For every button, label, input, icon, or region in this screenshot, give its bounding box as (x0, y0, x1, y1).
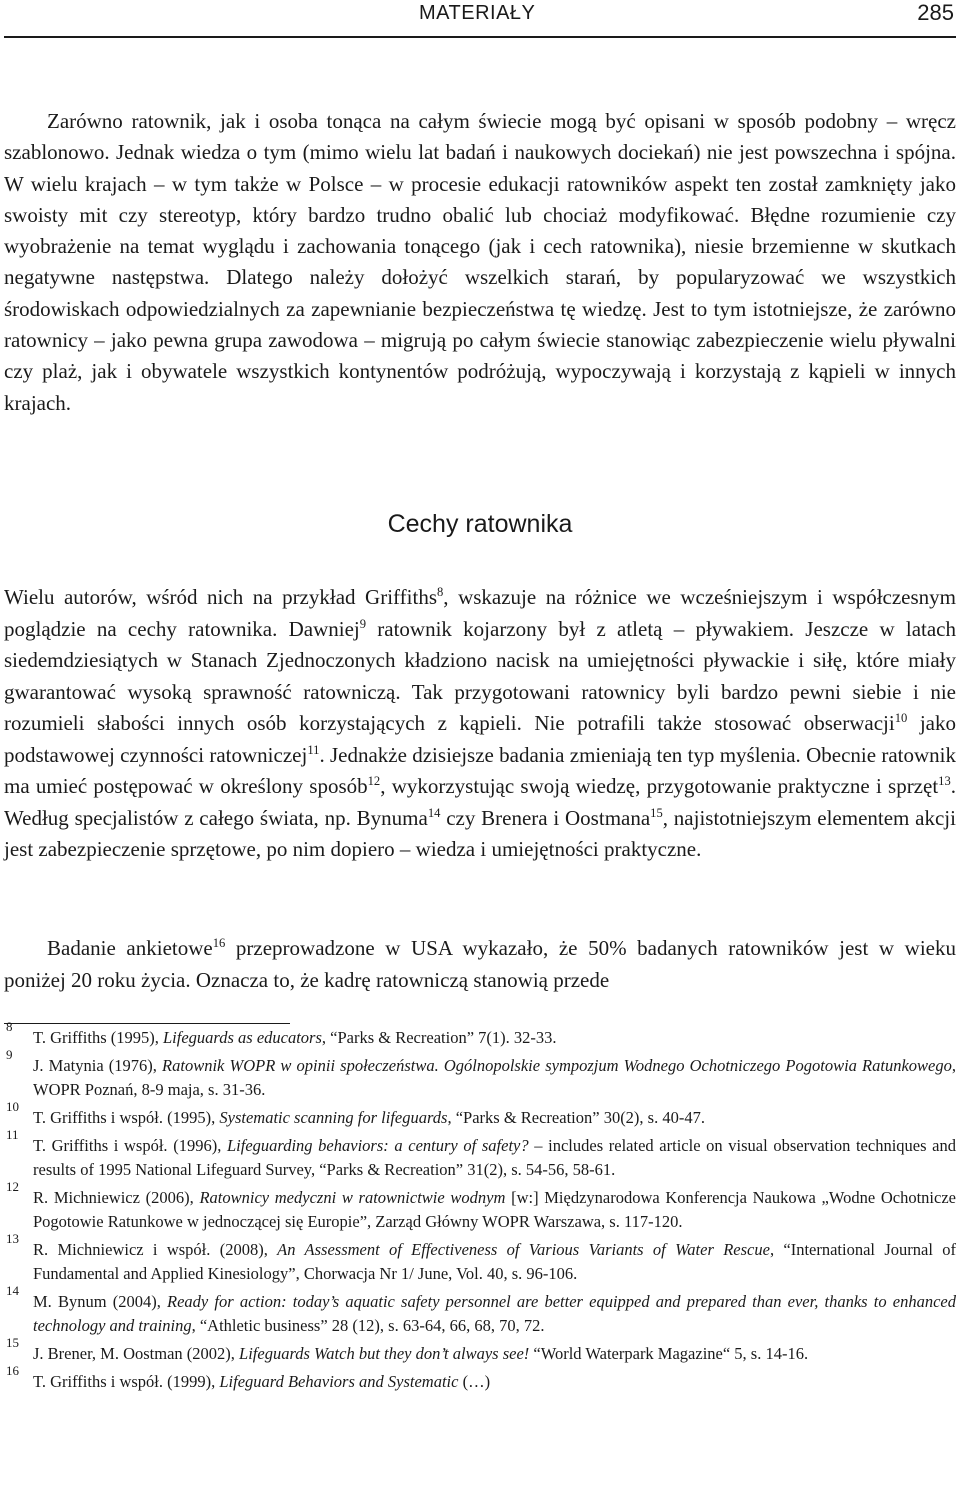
text-run: , “Athletic business” 28 (12), s. 63-64, 66, 68, 70, 72. (191, 1316, 545, 1335)
section-title: MATERIAŁY (419, 2, 536, 24)
text-run: czy Brenera i Oostmana (440, 805, 651, 830)
text-run: Badanie ankietowe (47, 936, 213, 960)
footnote-separator (4, 1023, 290, 1024)
footnote-number: 15 (6, 1335, 19, 1350)
footnote-number: 13 (6, 1231, 19, 1246)
footnote-number: 16 (6, 1363, 19, 1378)
text-run: J. Brener, M. Oostman (2002), (33, 1344, 240, 1363)
page-number: 285 (917, 0, 954, 25)
text-run: R. Michniewicz i współ. (2008), (33, 1240, 278, 1259)
footnote-reference[interactable]: 13 (938, 774, 951, 788)
footnote-reference[interactable]: 8 (437, 585, 444, 599)
text-run: , “Parks & Recreation” 7(1). 32-33. (321, 1028, 557, 1047)
italic-title: Lifeguards as educators (163, 1028, 322, 1047)
text-run: – includes related article on visual observation techniques and results of 1995 National Lifeguard Survey, “Parks & Recreation” 31(2), s. 54-56, 58-61. (33, 1136, 956, 1179)
footnote-number: 11 (6, 1127, 19, 1142)
footnote-reference[interactable]: 9 (359, 616, 367, 631)
text-run: , wskazuje na różnice we wcześniejszym i współczesnym poglądzie na cechy ratownika. Dawniej (4, 585, 956, 641)
text-run: T. Griffiths i współ. (1995), (33, 1108, 220, 1127)
footnote-reference[interactable]: 15 (650, 805, 663, 820)
section-heading: Cechy ratownika (387, 510, 573, 538)
footnote (4, 1019, 956, 1050)
text-run: T. Griffiths (1995), (33, 1028, 163, 1047)
footnote (4, 1127, 956, 1182)
footnote-number: 12 (6, 1179, 19, 1194)
italic-title: Lifeguards Watch but they don’t always see! (239, 1344, 530, 1363)
footnote-reference[interactable]: 14 (427, 805, 441, 820)
body-paragraph (4, 582, 956, 866)
text-run: Wielu autorów, wśród nich na przykład Griffiths (4, 585, 437, 609)
italic-title: Lifeguard Behaviors and Systematic (219, 1372, 459, 1391)
text-run: ratownik kojarzony był z atletą – pływakiem. Jeszcze w latach siedemdziesiątych w Stanach Zjednoczonych kładziono nacisk na umiejętności pływackie i siłę, które miały gwarantować wysoką sprawność ratowniczą. Tak przygotowani ratownicy byli bardzo pewni siebie i nie rozumieli słabości innych osób korzystających z kąpieli. Nie potrafili także stosować obserwacji (4, 616, 957, 735)
text-run: R. Michniewicz (2006), (33, 1188, 200, 1207)
footnote (4, 1231, 956, 1286)
footnote (4, 1179, 956, 1234)
footnote (4, 1335, 956, 1366)
text-run: jako podstawowej czynności ratowniczej (4, 711, 957, 767)
text-run: T. Griffiths i współ. (1996), (33, 1136, 227, 1155)
text-run: , “International Journal of Fundamental and Applied Kinesiology”, Chorwacja Nr 1/ June, Vol. 40, s. 96-106. (33, 1240, 956, 1283)
text-run: , wykorzystując swoją wiedzę, przygotowanie praktyczne i sprzęt (380, 774, 939, 798)
footnote (4, 1283, 956, 1338)
text-run: “World Waterpark Magazine“ 5, s. 14-16. (529, 1344, 809, 1363)
intro-paragraph: Zarówno ratownik, jak i osoba tonąca na całym świecie mogą być opisani w sposób podobny – wręcz szablonowo. Jednak wiedza o tym (mimo wielu lat badań i naukowych dociekań) nie jest powszechna i spójna. W wielu krajach – w tym także w Polsce – w procesie edukacji ratowników aspekt ten został zamknięty jako swoisty mit czy stereotyp, który bardzo trudno obalić lub chociaż modyfikować. Błędne rozumienie czy wyobrażenie na temat wyglądu i zachowania tonącego (jak i cech ratownika), niesie brzemienne w skutkach negatywne następstwa. Dlatego należy dołożyć wszelkich starań, by popularyzować we wszystkich środowiskach odpowiedzialnych za zapewnianie bezpieczeństwa tę wiedzę. Jest to tym istotniejsze, że zarówno ratownicy – jako pewna grupa zawodowa – migrują po całym świecie stanowiąc zabezpieczenie wielu pływalni czy plaż, jak i obywatele wszystkich kontynentów podróżują, wypoczywają i korzystają z kąpieli w innych krajach. (4, 109, 956, 415)
text-run: przeprowadzone w USA wykazało, że 50% badanych ratowników jest w wieku poniżej 20 roku życia. Oznacza to, że kadrę ratowniczą stanowią przede (4, 936, 957, 992)
footnote-reference[interactable]: 10 (894, 711, 908, 725)
italic-title: Systematic scanning for lifeguards (219, 1108, 448, 1127)
footnote-number: 8 (6, 1019, 13, 1034)
text-run: [w:] Międzynarodowa Konferencja Naukowa „Wodne Ochotnicze Pogotowie Ratunkowe w jednoczącej się Europie”, Zarząd Główny WOPR Warszawa, s. 117-120. (33, 1188, 956, 1231)
footnote (4, 1047, 956, 1102)
italic-title: Ratownicy medyczni w ratownictwie wodnym (199, 1188, 506, 1207)
footnote-number: 10 (6, 1099, 19, 1114)
text-run: . Jednakże dzisiejsze badania zmieniają ten typ myślenia. Obecnie ratownik ma umieć postępować w określony sposób (4, 742, 956, 798)
text-run: , “Parks & Recreation” 30(2), s. 40-47. (447, 1108, 705, 1127)
running-header (4, 0, 956, 38)
footnote-number: 14 (6, 1283, 19, 1298)
italic-title: An Assessment of Effectiveness of Various Variants of Water Rescue (277, 1240, 770, 1259)
body-paragraph (4, 933, 956, 996)
italic-title: Ready for action: today’s aquatic safety personnel are better equipped and prepared than ever, thanks to enhanced technology and training (33, 1292, 956, 1335)
footnote-reference[interactable]: 12 (367, 774, 381, 788)
text-run: T. Griffiths i współ. (1999), (33, 1372, 220, 1391)
footnote-reference[interactable]: 16 (212, 936, 226, 950)
footnotes-list (4, 1019, 956, 1398)
italic-title: Lifeguarding behaviors: a century of safety? (226, 1136, 529, 1155)
italic-title: Ratownik WOPR w opinii społeczeństwa. Ogólnopolskie sympozjum Wodnego Ochotniczego Pogotowia Ratunkowego (162, 1056, 952, 1075)
footnote-number: 9 (6, 1047, 13, 1062)
text-run: , najistotniejszym elementem akcji jest zabezpieczenie sprzętowe, po nim dopiero – wiedza i umiejętności praktyczne. (4, 805, 956, 861)
text-run: , WOPR Poznań, 8-9 maja, s. 31-36. (33, 1056, 956, 1099)
footnote-reference[interactable]: 11 (307, 742, 320, 757)
text-run: (…) (458, 1372, 491, 1391)
footnote (4, 1363, 956, 1394)
text-run: M. Bynum (2004), (33, 1292, 168, 1311)
footnote (4, 1099, 956, 1130)
text-run: . Według specjalistów z całego świata, np. Bynuma (4, 774, 957, 830)
text-run: J. Matynia (1976), (33, 1056, 163, 1075)
